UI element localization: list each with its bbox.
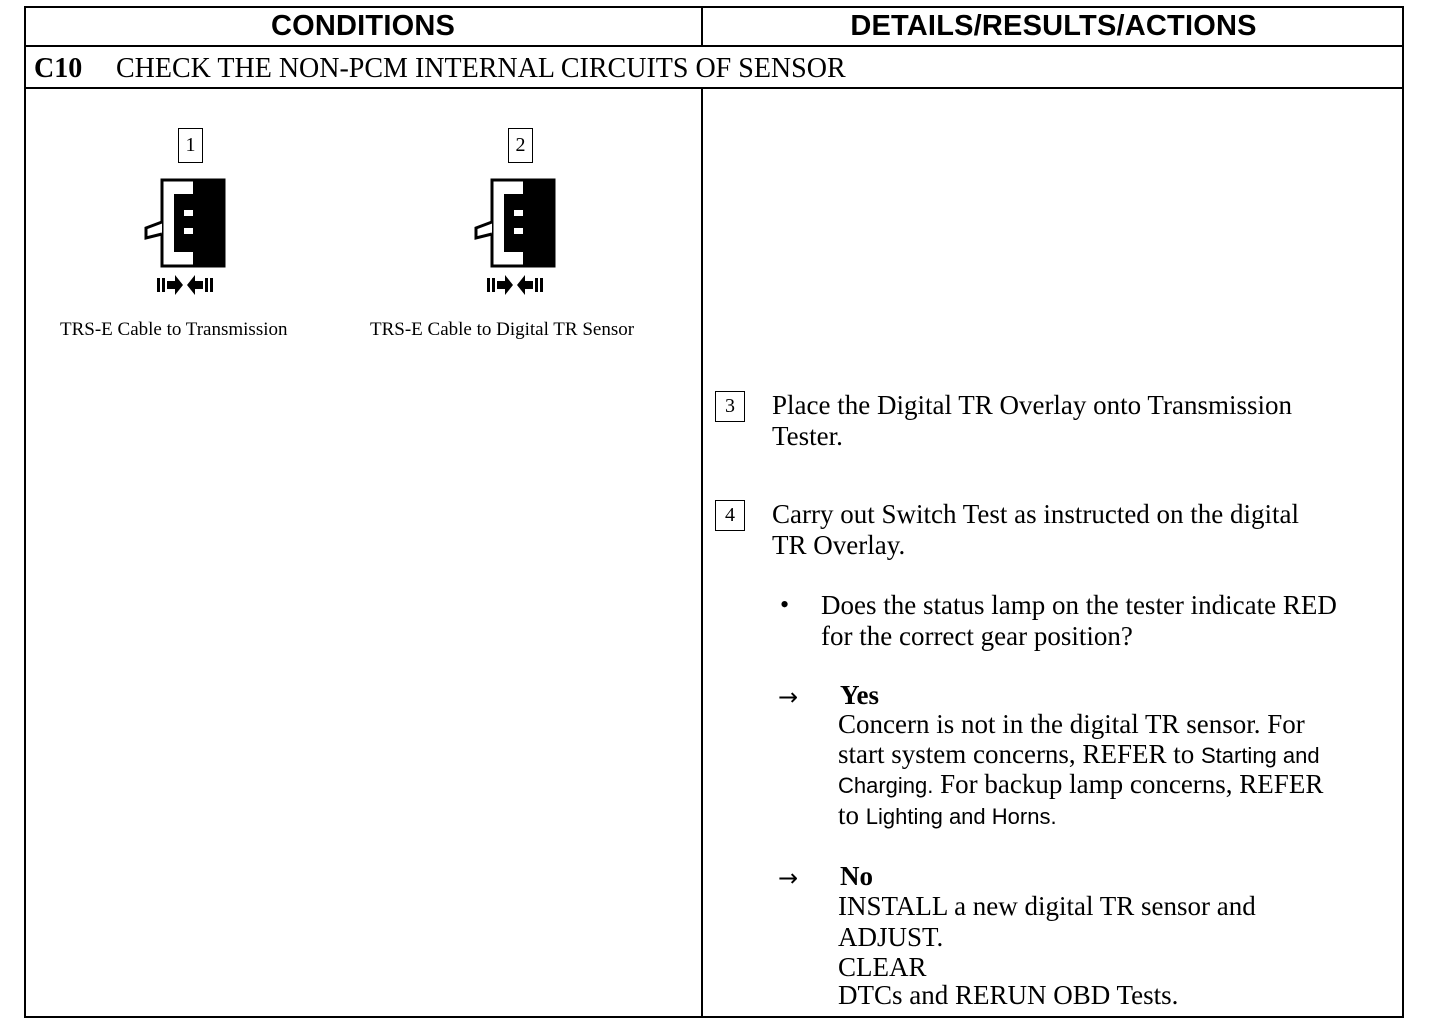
yes-line — [838, 770, 1398, 801]
no-arrow-icon: → — [778, 864, 799, 892]
step-number-4 — [715, 500, 745, 531]
step-3-text — [772, 390, 1372, 452]
step-4-line: Carry out Switch Test as instructed on the digital — [772, 499, 1300, 529]
condition-number-1 — [178, 128, 203, 163]
condition-caption-1: TRS-E Cable to Transmission — [60, 319, 288, 340]
yes-line-text: start system concerns, REFER to — [838, 738, 1201, 769]
no-line: ADJUST. — [838, 921, 944, 952]
yes-title: Yes — [840, 680, 879, 710]
section-title: CHECK THE NON-PCM INTERNAL CIRCUITS OF SENSOR — [116, 53, 846, 84]
step-number-3 — [715, 391, 745, 422]
reference-lighting-horns: Lighting and Horns. — [865, 803, 1057, 829]
condition-caption-2: TRS-E Cable to Digital TR Sensor — [370, 319, 635, 340]
step-number-3-label: 3 — [725, 395, 735, 417]
yes-line — [838, 740, 1398, 771]
section-title-row — [34, 50, 846, 88]
details-header — [703, 6, 1404, 46]
yes-line-text: For backup lamp concerns, REFER — [933, 769, 1324, 799]
question-line: Does the status lamp on the tester indicate RED — [821, 590, 1337, 620]
no-line: INSTALL a new digital TR sensor and — [838, 891, 1256, 921]
yes-line — [838, 801, 1398, 832]
yes-body — [838, 710, 1398, 831]
reference-starting-charging: Starting and — [1200, 742, 1320, 768]
no-line: CLEAR — [838, 952, 927, 982]
column-divider — [701, 88, 703, 1018]
step-3-line: Place the Digital TR Overlay onto Transmission — [772, 390, 1292, 420]
section-code: C10 — [34, 53, 83, 84]
connector-icon — [468, 178, 560, 298]
reference-starting-charging-cont: Charging. — [838, 773, 934, 798]
no-body — [838, 891, 1398, 1010]
conditions-header — [24, 6, 702, 46]
conditions-header-label: CONDITIONS — [270, 9, 456, 42]
step-4-line: TR Overlay. — [772, 530, 906, 560]
step-4-text — [772, 499, 1372, 561]
no-title: No — [840, 861, 873, 891]
details-header-label: DETAILS/RESULTS/ACTIONS — [850, 9, 1257, 42]
condition-number-1-label: 1 — [185, 134, 196, 156]
question-line: for the correct gear position? — [821, 621, 1133, 651]
yes-arrow-icon: → — [778, 683, 799, 711]
condition-number-2-label: 2 — [515, 134, 526, 156]
step-3-line: Tester. — [772, 421, 843, 451]
connector-icon — [138, 178, 230, 298]
yes-line-text: to — [838, 799, 866, 830]
no-line: DTCs and RERUN OBD Tests. — [838, 979, 1179, 1010]
yes-line: Concern is not in the digital TR sensor. For — [838, 709, 1305, 739]
bullet-icon: • — [780, 590, 790, 619]
condition-number-2 — [508, 128, 533, 163]
step-number-4-label: 4 — [725, 504, 735, 526]
question-text — [821, 590, 1401, 652]
